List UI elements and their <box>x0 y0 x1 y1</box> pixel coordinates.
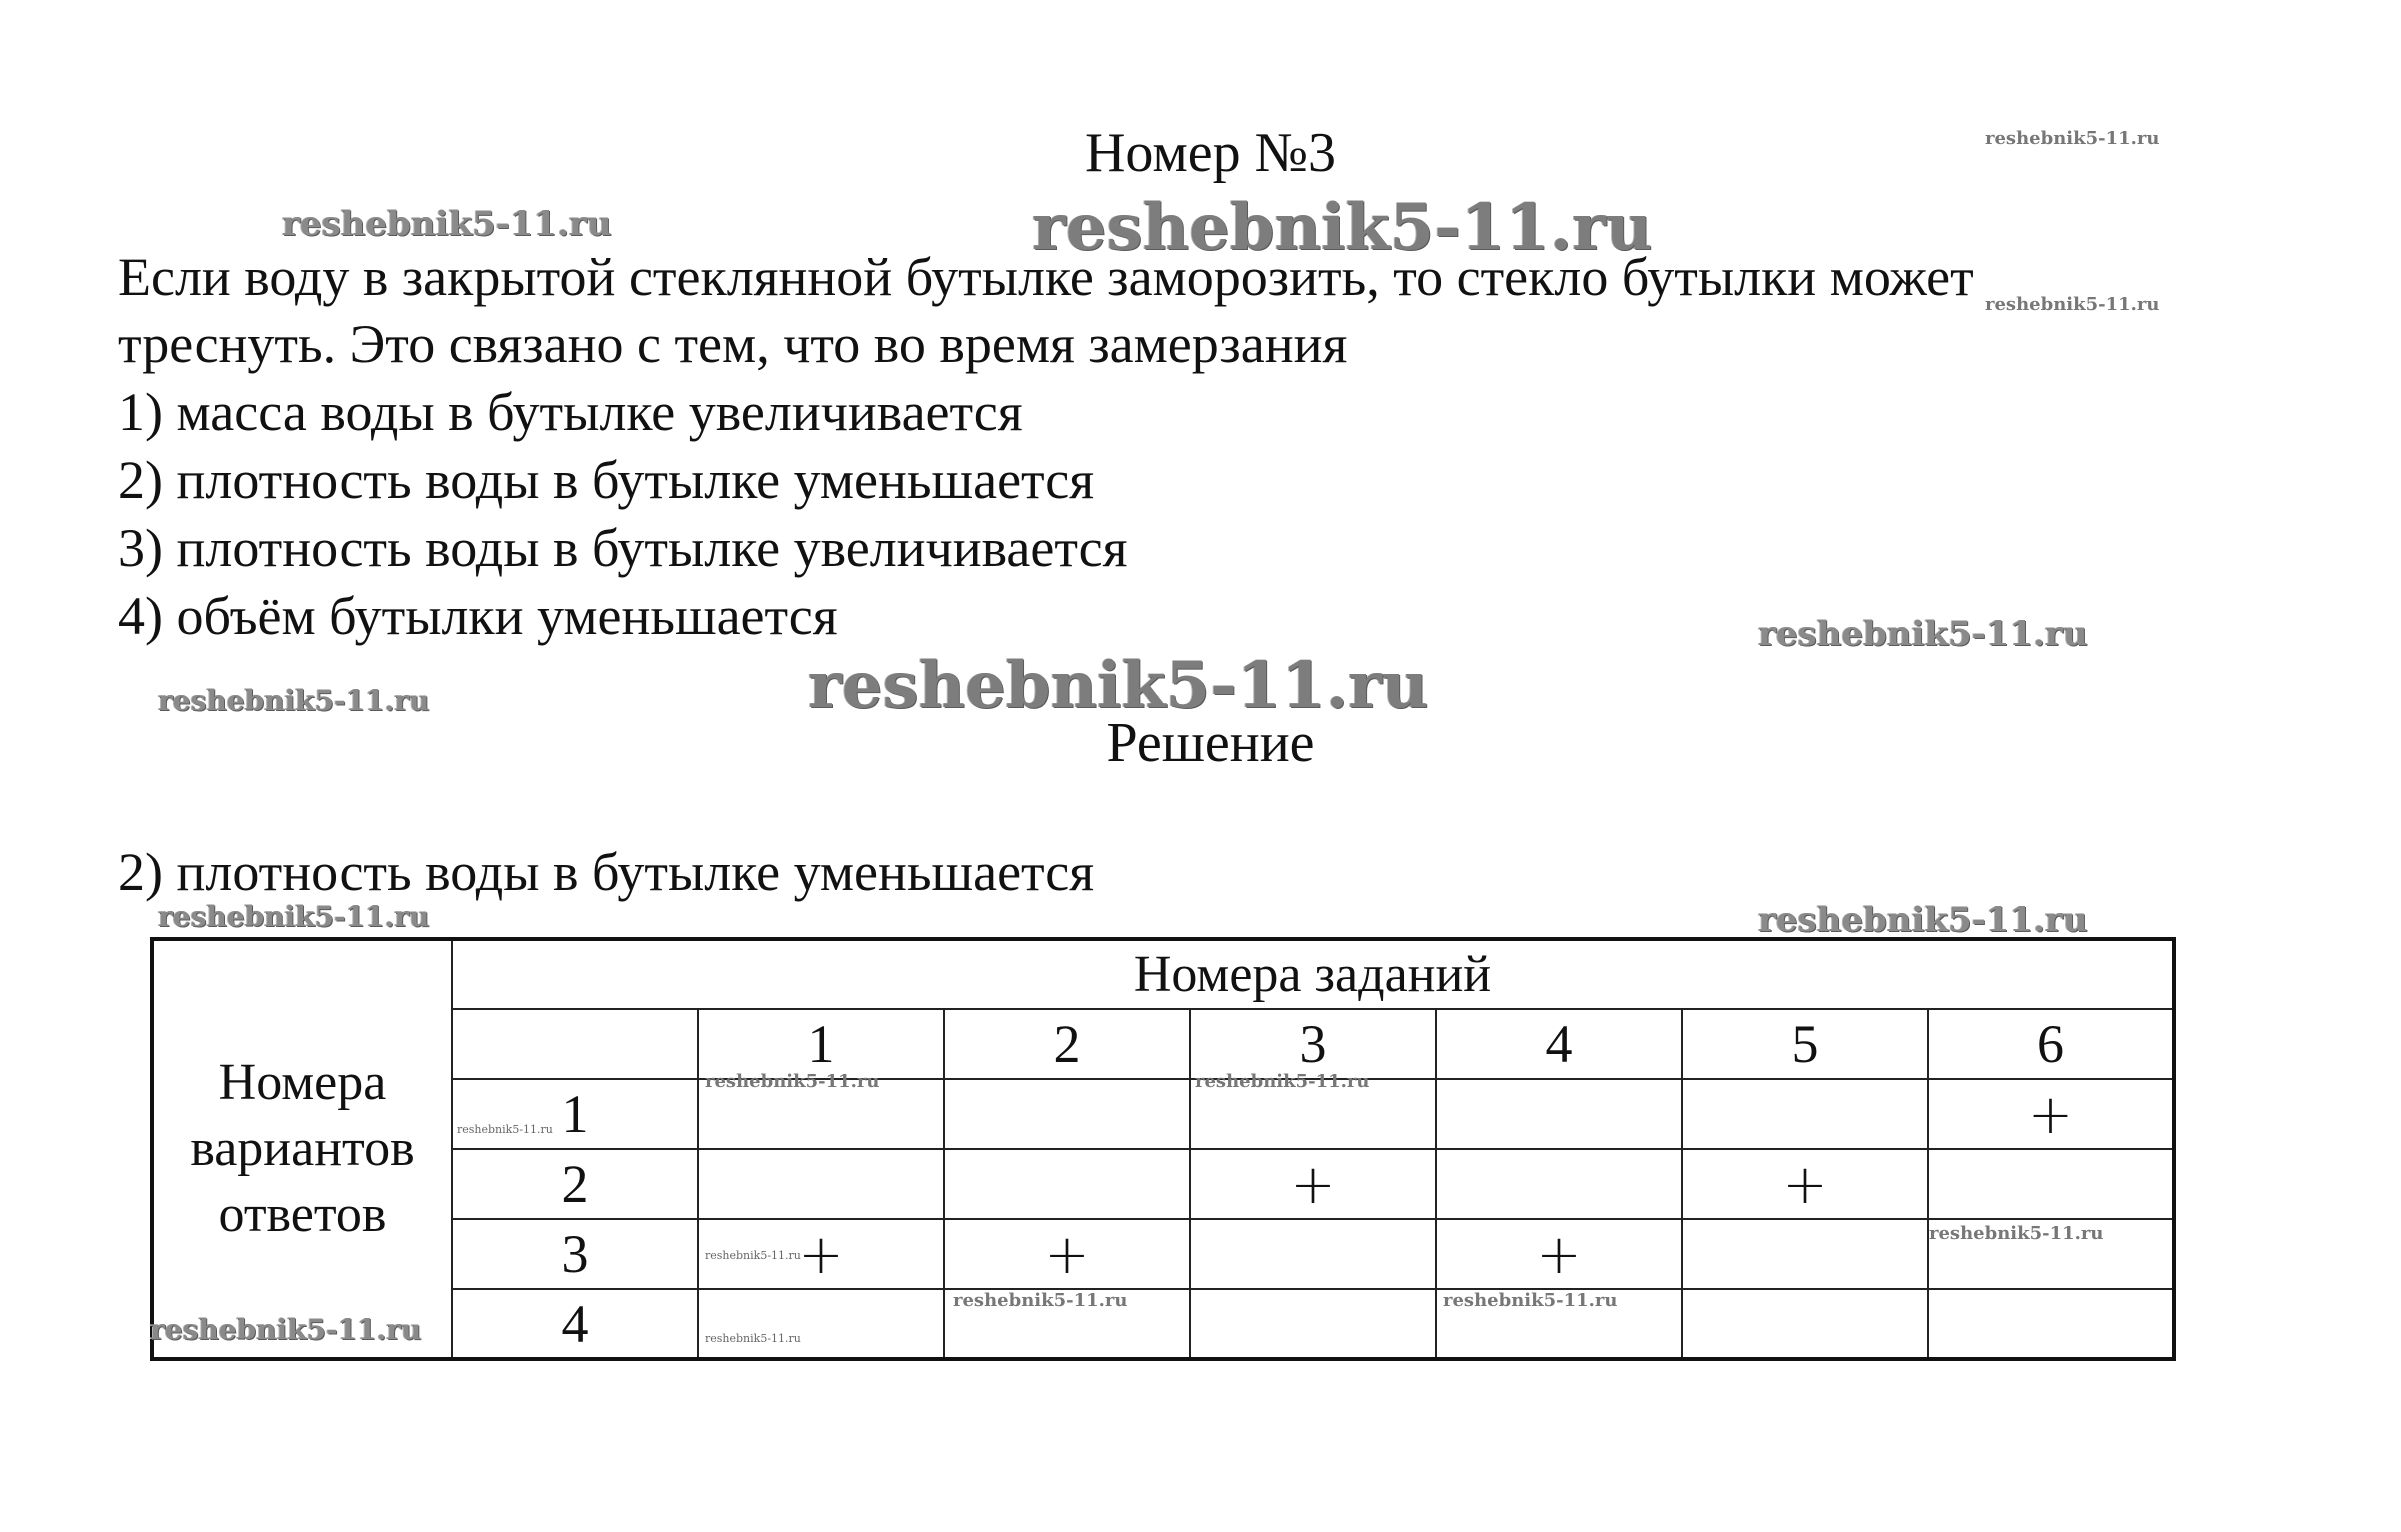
mark-cell: + <box>944 1219 1190 1289</box>
mark-cell <box>1928 1149 2174 1219</box>
mark-cell: + <box>698 1219 944 1289</box>
rows-header-line-2: вариантов <box>190 1120 415 1177</box>
rows-header-line-3: ответов <box>218 1186 387 1243</box>
mark-cell <box>1436 1149 1682 1219</box>
mark-cell <box>698 1149 944 1219</box>
watermark: reshebnik5-11.ru <box>282 204 612 244</box>
mark-cell <box>1682 1289 1928 1359</box>
question-line-2: треснуть. Это связано с тем, что во время замерзания <box>118 314 1348 374</box>
option-2: 2) плотность воды в бутылке уменьшается <box>118 450 1095 510</box>
watermark: reshebnik5-11.ru <box>705 1249 801 1262</box>
mark-cell: + <box>1436 1219 1682 1289</box>
option-number-1: 1 <box>452 1079 698 1149</box>
mark-cell <box>944 1149 1190 1219</box>
option-4: 4) объём бутылки уменьшается <box>118 586 838 646</box>
mark-cell: + <box>1682 1149 1928 1219</box>
watermark: reshebnik5-11.ru <box>705 1071 880 1092</box>
mark-cell <box>698 1289 944 1359</box>
task-number-3: 3 <box>1190 1009 1436 1079</box>
watermark: reshebnik5-11.ru <box>158 900 430 933</box>
option-number-2: 2 <box>452 1149 698 1219</box>
task-number-1: 1 <box>698 1009 944 1079</box>
cols-header-cell: Номера заданий <box>452 939 2174 1009</box>
watermark: reshebnik5-11.ru <box>1758 614 2088 654</box>
watermark: reshebnik5-11.ru <box>953 1290 1128 1311</box>
rows-header-line-1: Номера <box>218 1054 387 1111</box>
mark-cell <box>1682 1219 1928 1289</box>
answer-table <box>150 937 2176 1361</box>
mark-cell <box>1190 1219 1436 1289</box>
watermark: reshebnik5-11.ru <box>1985 128 2160 149</box>
watermark: reshebnik5-11.ru <box>150 1313 422 1346</box>
watermark: reshebnik5-11.ru <box>808 648 1429 723</box>
watermark: reshebnik5-11.ru <box>1929 1223 2104 1244</box>
watermark: reshebnik5-11.ru <box>1195 1071 1370 1092</box>
watermark: reshebnik5-11.ru <box>705 1332 801 1345</box>
watermark: reshebnik5-11.ru <box>1985 294 2160 315</box>
watermark: reshebnik5-11.ru <box>1758 900 2088 940</box>
table-row <box>152 1289 2174 1359</box>
table-row <box>152 1079 2174 1149</box>
watermark: reshebnik5-11.ru <box>158 684 430 717</box>
table-row <box>152 1219 2174 1289</box>
task-number-6: 6 <box>1928 1009 2174 1079</box>
page-title: Номер №3 <box>1084 122 1337 184</box>
mark-cell: + <box>1190 1149 1436 1219</box>
option-number-4: 4 <box>452 1289 698 1359</box>
answer-text: 2) плотность воды в бутылке уменьшается <box>118 842 1095 902</box>
watermark: reshebnik5-11.ru <box>457 1123 553 1136</box>
mark-cell <box>1436 1079 1682 1149</box>
solution-title: Решение <box>1106 712 1315 774</box>
mark-cell <box>1682 1079 1928 1149</box>
task-number-2: 2 <box>944 1009 1190 1079</box>
task-number-5: 5 <box>1682 1009 1928 1079</box>
table-row <box>152 1149 2174 1219</box>
rows-header-cell <box>152 939 452 1359</box>
corner-cell <box>452 1009 698 1079</box>
mark-cell <box>944 1079 1190 1149</box>
mark-cell <box>1928 1289 2174 1359</box>
option-1: 1) масса воды в бутылке увеличивается <box>118 382 1023 442</box>
question-line-1: Если воду в закрытой стеклянной бутылке заморозить, то стекло бутылки может <box>118 247 1974 307</box>
watermark: reshebnik5-11.ru <box>1443 1290 1618 1311</box>
mark-cell <box>1190 1289 1436 1359</box>
option-3: 3) плотность воды в бутылке увеличивается <box>118 518 1128 578</box>
task-number-4: 4 <box>1436 1009 1682 1079</box>
watermark: reshebnik5-11.ru <box>1032 190 1653 265</box>
option-number-3: 3 <box>452 1219 698 1289</box>
mark-cell: + <box>1928 1079 2174 1149</box>
